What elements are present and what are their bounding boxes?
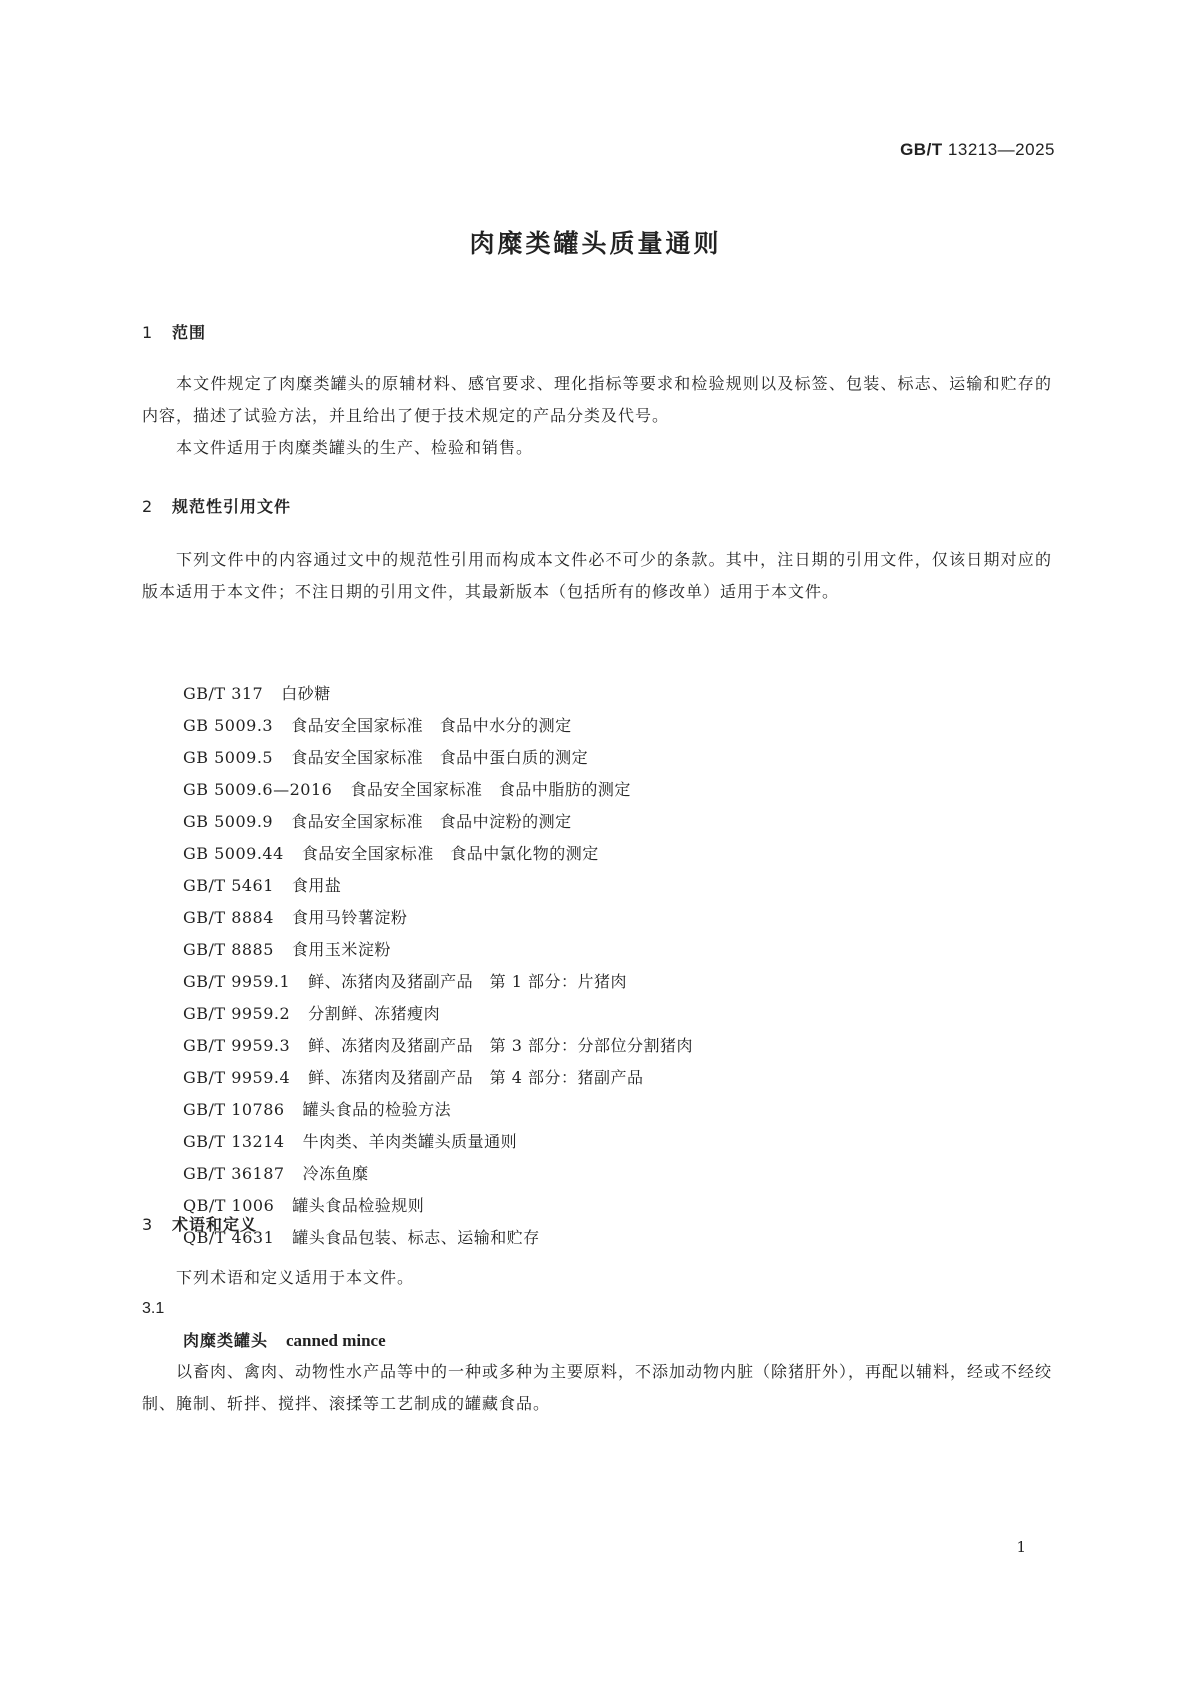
reference-code: GB/T 9959.2: [183, 1004, 291, 1023]
reference-code: QB/T 1006: [183, 1196, 275, 1215]
reference-title: 食用玉米淀粉: [291, 940, 391, 959]
term-definition: 以畜肉、禽肉、动物性水产品等中的一种或多种为主要原料，不添加动物内脏（除猪肝外），再配以辅料，经或不经绞制、腌制、斩拌、搅拌、滚揉等工艺制成的罐藏食品。: [142, 1362, 1053, 1413]
reference-code: GB/T 9959.1: [183, 972, 291, 991]
reference-title: 食品安全国家标准 食品中脂肪的测定: [350, 780, 631, 799]
section-number: 1: [142, 323, 154, 342]
document-title: 肉糜类罐头质量通则: [469, 229, 722, 258]
reference-item: [183, 1062, 693, 1094]
reference-title: 食用马铃薯淀粉: [291, 908, 408, 927]
standard-code: [900, 140, 1055, 160]
reference-code: GB 5009.5: [183, 748, 274, 767]
reference-item: [183, 742, 693, 774]
reference-item: [183, 710, 693, 742]
reference-title: 分割鲜、冻猪瘦肉: [308, 1004, 441, 1023]
reference-title: 鲜、冻猪肉及猪副产品 第 3 部分：分部位分割猪肉: [308, 1036, 694, 1055]
reference-item: [183, 1158, 693, 1190]
section-title: 术语和定义: [172, 1215, 258, 1234]
reference-item: [183, 678, 693, 710]
reference-code: GB/T 8885: [183, 940, 274, 959]
section-number: 3: [142, 1215, 154, 1234]
reference-title: 罐头食品的检验方法: [302, 1100, 452, 1119]
reference-item: [183, 870, 693, 902]
reference-title: 鲜、冻猪肉及猪副产品 第 4 部分：猪副产品: [308, 1068, 644, 1087]
standard-prefix: GB/T: [900, 140, 943, 159]
term-english: canned mince: [286, 1331, 386, 1350]
reference-title: 罐头食品包装、标志、运输和贮存: [292, 1228, 540, 1247]
reference-code: GB/T 5461: [183, 876, 274, 895]
reference-item: [183, 1094, 693, 1126]
section-title: 范围: [172, 323, 207, 342]
reference-item: [183, 838, 693, 870]
term-entry: [183, 1328, 386, 1351]
scope-paragraph-2: 本文件适用于肉糜类罐头的生产、检验和销售。: [176, 438, 534, 457]
reference-item: [183, 934, 693, 966]
reference-code: GB 5009.44: [183, 844, 284, 863]
reference-title: 鲜、冻猪肉及猪副产品 第 1 部分：片猪肉: [308, 972, 628, 991]
clause-number: 3.1: [142, 1300, 165, 1317]
reference-code: QB/T 4631: [183, 1228, 275, 1247]
reference-title: 白砂糖: [281, 684, 331, 703]
reference-code: GB 5009.9: [183, 812, 274, 831]
reference-title: 食品安全国家标准 食品中水分的测定: [291, 716, 572, 735]
reference-title: 食品安全国家标准 食品中淀粉的测定: [291, 812, 572, 831]
reference-item: [183, 966, 693, 998]
standard-number: 13213—2025: [947, 140, 1055, 159]
terms-intro-paragraph: 下列术语和定义适用于本文件。: [176, 1268, 415, 1287]
reference-title: 冷冻鱼糜: [302, 1164, 369, 1183]
reference-code: GB/T 317: [183, 684, 264, 703]
normative-references-list: [183, 678, 693, 1254]
reference-code: GB 5009.6—2016: [183, 780, 333, 799]
reference-title: 食品安全国家标准 食品中蛋白质的测定: [291, 748, 589, 767]
section-title: 规范性引用文件: [172, 497, 292, 516]
reference-code: GB/T 10786: [183, 1100, 285, 1119]
reference-item: [183, 806, 693, 838]
reference-item: [183, 1190, 693, 1222]
reference-title: 食用盐: [291, 876, 342, 895]
reference-title: 牛肉类、羊肉类罐头质量通则: [302, 1132, 518, 1151]
reference-item: [183, 1222, 693, 1254]
reference-title: 食品安全国家标准 食品中氯化物的测定: [301, 844, 599, 863]
reference-item: [183, 1126, 693, 1158]
section-2-heading: [142, 494, 291, 517]
reference-item: [183, 902, 693, 934]
section-1-heading: [142, 320, 206, 343]
reference-item: [183, 998, 693, 1030]
references-intro-paragraph: 下列文件中的内容通过文中的规范性引用而构成本文件必不可少的条款。其中，注日期的引用文件，仅该日期对应的版本适用于本文件；不注日期的引用文件，其最新版本（包括所有的修改单）适用于本文件。: [142, 550, 1052, 601]
reference-code: GB/T 36187: [183, 1164, 285, 1183]
reference-item: [183, 774, 693, 806]
scope-paragraph-1: 本文件规定了肉糜类罐头的原辅材料、感官要求、理化指标等要求和检验规则以及标签、包装、标志、运输和贮存的内容，描述了试验方法，并且给出了便于技术规定的产品分类及代号。: [142, 374, 1052, 425]
reference-item: [183, 1030, 693, 1062]
reference-code: GB 5009.3: [183, 716, 274, 735]
reference-code: GB/T 9959.3: [183, 1036, 291, 1055]
section-number: 2: [142, 497, 154, 516]
reference-code: GB/T 13214: [183, 1132, 285, 1151]
section-3-heading: [142, 1212, 257, 1235]
reference-title: 罐头食品检验规则: [292, 1196, 425, 1215]
term-chinese: 肉糜类罐头: [183, 1331, 269, 1350]
reference-code: GB/T 9959.4: [183, 1068, 291, 1087]
page-number: 1: [1016, 1538, 1026, 1556]
reference-code: GB/T 8884: [183, 908, 274, 927]
